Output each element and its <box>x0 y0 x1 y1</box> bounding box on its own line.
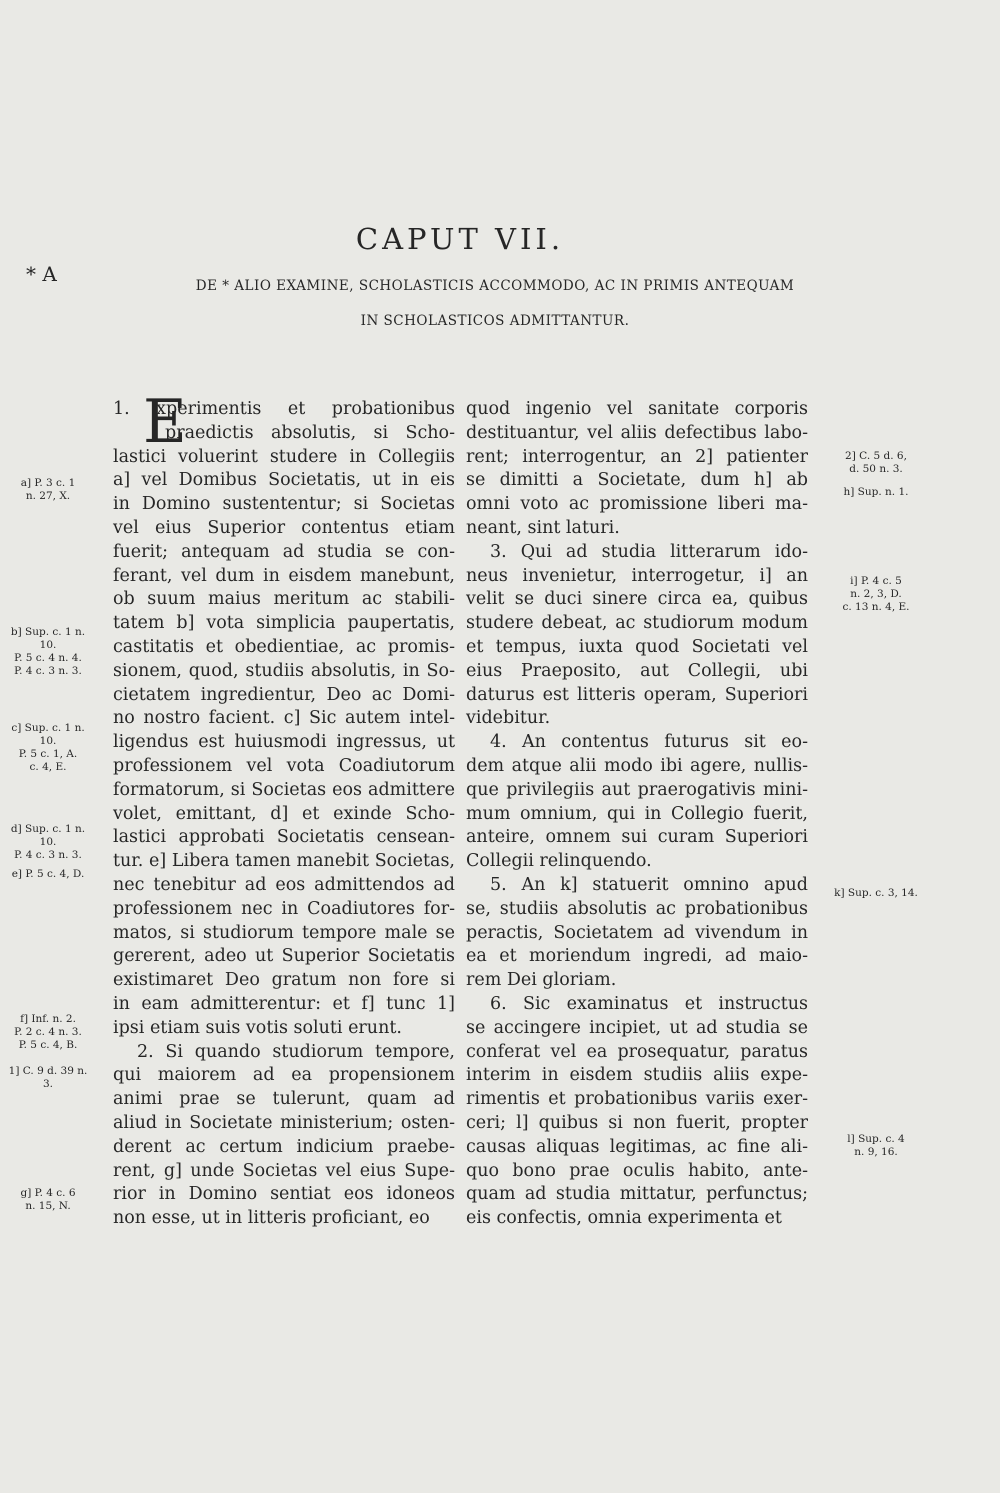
text-line: cietatem ingredientur, Deo ac Domi- <box>113 684 455 705</box>
text-line: peractis, Societatem ad vivendum in <box>466 922 808 943</box>
text-line: tur. e] Libera tamen manebit Societas, <box>113 851 455 872</box>
text-line: que privilegiis aut praerogativis mini- <box>466 779 808 800</box>
text-line: castitatis et obedientiae, ac promis- <box>113 636 455 657</box>
margin-note-right: 2] C. 5 d. 6, d. 50 n. 3. <box>845 450 907 475</box>
text-line: anteire, omnem sui curam Superiori <box>466 827 808 848</box>
text-line: matos, si studiorum tempore male se <box>113 922 455 943</box>
text-line: ceri; l] quibus si non fuerit, propter <box>466 1112 808 1133</box>
text-line: quam ad studia mittatur, perfunctus; <box>466 1184 808 1205</box>
text-line: qui maiorem ad ea propensionem <box>113 1065 455 1086</box>
text-line: mum omnium, qui in Collegio fuerit, <box>466 803 808 824</box>
text-line: no nostro facient. c] Sic autem intel- <box>113 708 455 729</box>
text-line: 2. Si quando studiorum tempore, <box>137 1041 455 1062</box>
text-line: neant, sint laturi. <box>466 517 620 538</box>
text-line: quod ingenio vel sanitate corporis <box>466 399 808 419</box>
text-line: animi prae se tulerunt, quam ad <box>113 1089 455 1110</box>
text-line: et tempus, iuxta quod Societati vel <box>466 636 808 657</box>
margin-note-left: e] P. 5 c. 4, D. <box>11 868 85 880</box>
text-line: Collegii relinquendo. <box>466 851 652 872</box>
drop-cap: E <box>143 387 187 457</box>
text-line: daturus est litteris operam, Superiori <box>466 684 808 705</box>
text-line: quo bono prae oculis habito, ante- <box>466 1160 808 1181</box>
text-line: a] vel Domibus Societatis, ut in eis <box>113 470 455 491</box>
text-line: eis confectis, omnia experimenta et <box>466 1208 782 1229</box>
text-line: causas aliquas legitimas, ac fine ali- <box>466 1136 808 1157</box>
text-line: ea et moriendum ingredi, ad maio- <box>466 946 808 967</box>
text-line: praedictis absolutis, si Scho- <box>165 422 455 443</box>
margin-note-left: 1] C. 9 d. 39 n. 3. <box>8 1065 88 1090</box>
text-line: tatem b] vota simplicia paupertatis, <box>113 613 455 634</box>
margin-note-right: l] Sup. c. 4 n. 9, 16. <box>847 1133 905 1158</box>
text-line: se dimitti a Societate, dum h] ab <box>466 470 808 491</box>
margin-note-left: d] Sup. c. 1 n. 10. P. 4 c. 3 n. 3. <box>10 823 86 861</box>
text-line: professionem vel vota Coadiutorum <box>113 755 455 776</box>
text-line: destituantur, vel aliis defectibus labo- <box>466 422 808 443</box>
text-line: neus invenietur, interrogetur, i] an <box>466 565 808 586</box>
text-line: 5. An k] statuerit omnino apud <box>490 874 808 895</box>
text-line: lastici approbati Societatis censean- <box>113 827 455 848</box>
text-line: rior in Domino sentiat eos idoneos <box>113 1184 455 1205</box>
text-line: vel eius Superior contentus etiam <box>113 517 455 538</box>
margin-marker: * A <box>26 262 57 286</box>
chapter-subtitle-line2: IN SCHOLASTICOS ADMITTANTUR. <box>360 313 630 329</box>
text-line: se, studiis absolutis ac probationibus <box>466 898 808 919</box>
text-line: professionem nec in Coadiutores for- <box>113 898 455 919</box>
text-line: ferant, vel dum in eisdem manebunt, <box>113 565 455 586</box>
text-line: 4. An contentus futurus sit eo- <box>490 732 808 753</box>
margin-note-left: g] P. 4 c. 6 n. 15, N. <box>20 1187 76 1212</box>
text-line: omni voto ac promissione liberi ma- <box>466 494 808 515</box>
text-line: 6. Sic examinatus et instructus <box>490 993 808 1014</box>
text-line: dem atque alii modo ibi agere, nullis- <box>466 755 808 776</box>
margin-note-left: c] Sup. c. 1 n. 10. P. 5 c. 1, A. c. 4, E. <box>11 722 85 773</box>
chapter-title: CAPUT VII. <box>355 222 565 256</box>
text-line: volet, emittant, d] et exinde Scho- <box>113 803 455 824</box>
text-line: lastici voluerint studere in Collegiis <box>113 446 455 467</box>
right-text-column <box>466 398 808 1231</box>
text-line: existimaret Deo gratum non fore si <box>113 970 455 991</box>
text-line: ipsi etiam suis votis soluti erunt. <box>113 1017 402 1038</box>
text-line: rimentis et probationibus variis exer- <box>466 1089 808 1110</box>
text-line: 3. Qui ad studia litterarum ido- <box>490 541 808 562</box>
text-line: interim in eisdem studiis aliis expe- <box>466 1065 808 1086</box>
text-line: videbitur. <box>466 708 551 729</box>
text-line: velit se duci sinere circa ea, quibus <box>466 589 808 610</box>
margin-note-left: b] Sup. c. 1 n. 10. P. 5 c. 4 n. 4. P. 4 c. 3 n. 3. <box>10 626 86 677</box>
text-line: rent, g] unde Societas vel eius Supe- <box>113 1160 455 1181</box>
text-line: ob suum maius meritum ac stabili- <box>113 589 455 610</box>
text-line: se accingere incipiet, ut ad studia se <box>466 1017 808 1038</box>
margin-note-right: k] Sup. c. 3, 14. <box>834 887 918 899</box>
text-line: conferat vel ea prosequatur, paratus <box>466 1041 808 1062</box>
margin-note-right: h] Sup. n. 1. <box>843 486 909 498</box>
text-line: non esse, ut in litteris proficiant, eo <box>113 1208 430 1229</box>
text-line: rem Dei gloriam. <box>466 970 617 991</box>
margin-note-left: f] Inf. n. 2. P. 2 c. 4 n. 3. P. 5 c. 4, B. <box>14 1013 82 1051</box>
text-line: 1. xperimentis et probationibus <box>113 399 455 419</box>
text-line: fuerit; antequam ad studia se con- <box>113 541 455 562</box>
text-line: sionem, quod, studiis absolutis, in So- <box>113 660 455 681</box>
chapter-subtitle-line1: DE * ALIO EXAMINE, SCHOLASTICIS ACCOMMODO, AC IN PRIMIS ANTEQUAM <box>195 278 795 294</box>
text-line: gererent, adeo ut Superior Societatis <box>113 946 455 967</box>
margin-note-left: a] P. 3 c. 1 n. 27, X. <box>20 477 76 502</box>
text-line: studere debeat, ac studiorum modum <box>466 613 808 634</box>
text-line: in eam admitterentur: et f] tunc 1] <box>113 993 455 1014</box>
text-line: formatorum, si Societas eos admittere <box>113 779 455 800</box>
text-line: rent; interrogentur, an 2] patienter <box>466 446 808 467</box>
text-line: in Domino sustententur; si Societas <box>113 494 455 515</box>
margin-note-right: i] P. 4 c. 5 n. 2, 3, D. c. 13 n. 4, E. <box>842 575 910 613</box>
text-line: eius Praeposito, aut Collegii, ubi <box>466 660 808 681</box>
text-line: nec tenebitur ad eos admittendos ad <box>113 874 455 895</box>
text-line: ligendus est huiusmodi ingressus, ut <box>113 732 455 753</box>
left-text-column <box>113 387 455 1231</box>
text-line: derent ac certum indicium praebe- <box>113 1136 455 1157</box>
text-line: aliud in Societate ministerium; osten- <box>113 1112 455 1133</box>
